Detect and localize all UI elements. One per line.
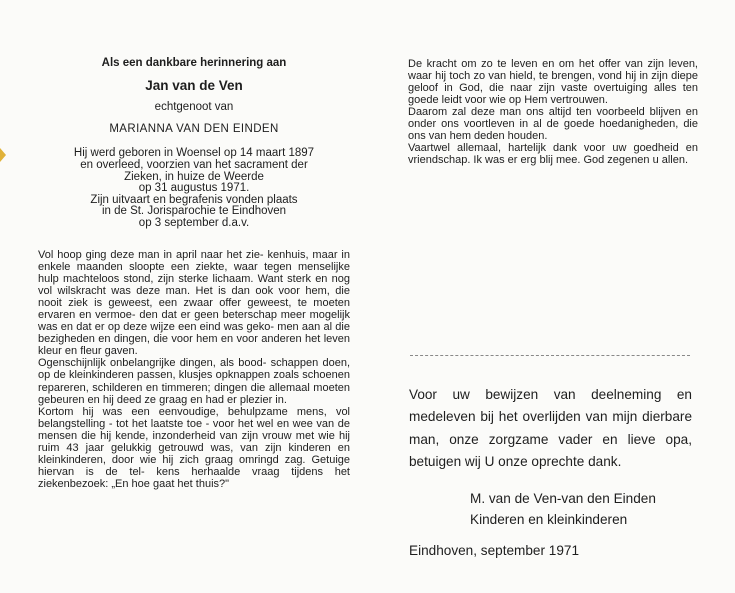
- left-header: [38, 58, 350, 230]
- bio-line: Zieken, in huize de Weerde: [124, 170, 264, 183]
- thanks-block: [409, 384, 692, 474]
- biography-block: [38, 148, 350, 229]
- gold-edge-mark-icon: [0, 146, 10, 164]
- spouse-name: MARIANNA VAN DEN EINDEN: [109, 122, 279, 135]
- divider: [410, 355, 690, 356]
- right-paragraph: De kracht om zo te leven en om het offer van zijn leven, waar hij toch zo van hield, te brengen, vond hij in zijn diepe geloof in God, die naar zijn vaste overtuiging alles ten goede leidt voor wie op Hem vertrouwen.: [408, 58, 698, 107]
- signature-line: Kinderen en kleinkinderen: [470, 512, 628, 527]
- right-text-block: [408, 58, 698, 166]
- bio-line: Zijn uitvaart en begrafenis vonden plaats: [90, 193, 298, 206]
- bio-line: Hij werd geboren in Woensel op 14 maart 1897: [73, 147, 315, 160]
- signature-block: [470, 488, 656, 530]
- signature-line: M. van de Ven-van den Einden: [470, 491, 656, 506]
- place-date: Eindhoven, september 1971: [409, 543, 580, 558]
- story-paragraph: Vol hoop ging deze man in april naar het zie- kenhuis, maar in enkele maanden sloopte een ziekte, waar tegen menselijke hulp machteloos stond, zijn sterke lichaam. Want sterk en nog vol wilskracht was deze man. Het is dan ook voor hem, die nooit ziek is geweest, een zwaar offer geweest, te moeten ervaren en vermoe- den dat er geen beterschap meer mogelijk was en dat er op deze wijze een eind was geko- men aan al die bezigheden en dingen, die voor hem en voor anderen het leven kleur en fleur gaven.: [38, 249, 350, 358]
- deceased-name: Jan van de Ven: [145, 77, 243, 93]
- story-paragraph: Ogenschijnlijk onbelangrijke dingen, als bood- schappen doen, op de kleinkinderen passen, klusjes opknappen zoals schoenen repareren, schilderen en timmeren; dingen die allemaal moeten gebeuren en hij deed ze graag en had er plezier in.: [38, 357, 350, 406]
- bio-line: op 31 augustus 1971.: [138, 182, 250, 195]
- thanks-text: Voor uw bewijzen van deelneming en medeleven bij het overlijden van mijn dierbare man, onze zorgzame vader en lieve opa, betuigen wij U onze oprechte dank.: [409, 387, 692, 470]
- bio-line: en overleed, voorzien van het sacrament der: [80, 158, 308, 171]
- right-paragraph: Daarom zal deze man ons altijd ten voorbeeld blijven en onder ons voortleven in al de goede hoedanigheden, die ons van hem deden houden.: [408, 106, 698, 143]
- story-paragraph: Kortom hij was een eenvoudige, behulpzame mens, vol belangstelling - tot het laatste toe - voor het wel en wee van de mensen die hij kende, inzonderheid van zijn vrouw met wie hij ruim 43 jaar gelukkig getrouwd was, van zijn kinderen en kleinkinderen, door wie hij zich graag omringd zag. Getuige hiervan is de tel- kens herhaalde vraag tijdens het ziekenbezoek: „En hoe gaat het thuis?": [38, 405, 350, 490]
- right-paragraph: Vaartwel allemaal, hartelijk dank voor uw goedheid en vriendschap. Ik was er erg blij mee. God zegenen u allen.: [408, 142, 698, 167]
- intro-line: Als een dankbare herinnering aan: [101, 57, 287, 69]
- bio-line: in de St. Jorisparochie te Eindhoven: [101, 205, 287, 218]
- relation-line: echtgenoot van: [154, 101, 234, 114]
- bio-line: op 3 september d.a.v.: [138, 216, 250, 229]
- story-block: [38, 249, 350, 490]
